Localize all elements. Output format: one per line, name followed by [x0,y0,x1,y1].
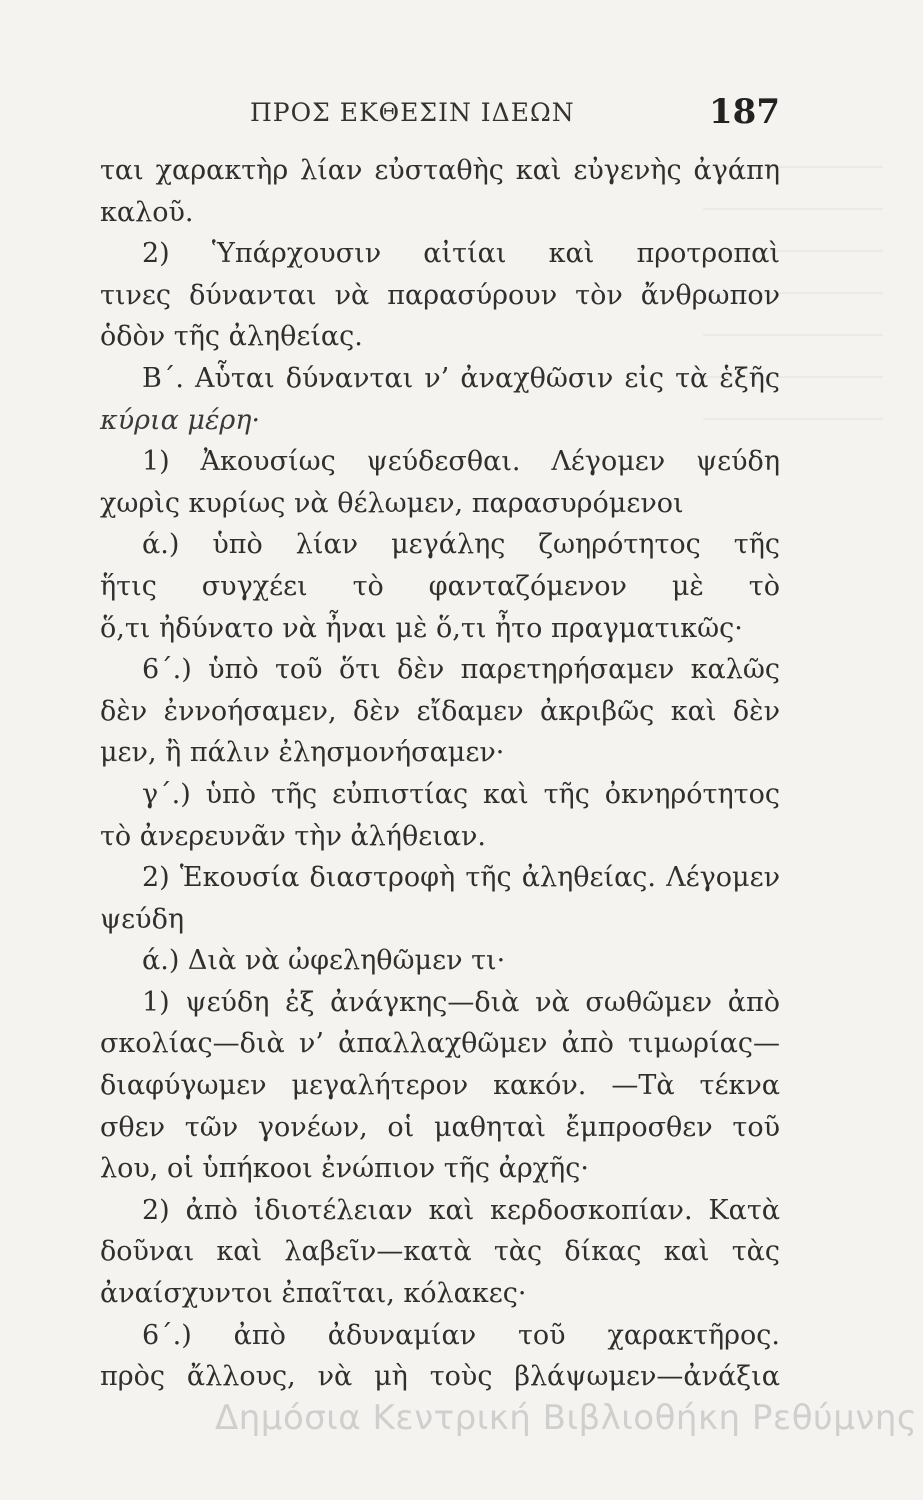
text-line: 1) Ἀκουσίως ψεύδεσθαι. Λέγομεν ψεύδη [142,446,780,478]
text-line: ἀναίσχυντοι ἐπαῖται, κόλακες· [100,1278,527,1310]
text-line: πρὸς ἄλλους, νὰ μὴ τοὺς βλάψωμεν—ἀνάξια [100,1361,780,1393]
text-line: δοῦναι καὶ λαβεῖν—κατὰ τὰς δίκας καὶ τὰς [100,1236,780,1268]
text-line: λου, οἱ ὑπήκοοι ἐνώπιον τῆς ἀρχῆς· [100,1153,589,1185]
page-number: 187 [709,92,780,132]
text-line: ὁδὸν τῆς ἀληθείας. [100,321,363,353]
text-line: Β΄. Αὗται δύνανται ν’ ἀναχθῶσιν εἰς τὰ ἑξῆς [142,362,780,394]
text-line: 2) Ὑπάρχουσιν αἰτίαι καὶ προτροπαὶ [142,238,780,270]
text-line: ά.) ὑπὸ λίαν μεγάλης ζωηρότητος τῆς [142,529,780,561]
text-line: 2) Ἑκουσία διαστροφὴ τῆς ἀληθείας. Λέγομεν [142,862,780,894]
library-watermark: Δημόσια Κεντρική Βιβλιοθήκη Ρεθύμνης [215,1398,918,1438]
text-line: καλοῦ. [100,196,194,228]
text-line: 6΄.) ἀπὸ ἀδυναμίαν τοῦ χαρακτῆρος. [142,1319,780,1351]
text-line: ψεύδη [100,903,185,935]
text-line: 1) ψεύδη ἐξ ἀνάγκης—διὰ νὰ σωθῶμεν ἀπὸ [142,986,780,1018]
running-title: ΠΡΟΣ ΕΚΘΕΣΙΝ ΙΔΕΩΝ [250,98,575,127]
text-line: κύρια μέρη· [100,404,261,436]
text-line: ται χαρακτὴρ λίαν εὐσταθὴς καὶ εὐγενὴς ἀγάπη [100,155,780,186]
body-text [100,150,780,1398]
text-line: τὸ ἀνερευνᾶν τὴν ἀλήθειαν. [100,820,487,852]
text-line: 6΄.) ὑπὸ τοῦ ὅτι δὲν παρετηρήσαμεν καλῶς [142,654,780,686]
text-line: διαφύγωμεν μεγαλήτερον κακόν. —Τὰ τέκνα [100,1070,780,1102]
text-line: ὅ,τι ἠδύνατο νὰ ἦναι μὲ ὅ,τι ἦτο πραγματικῶς· [100,612,743,644]
text-line: 2) ἀπὸ ἰδιοτέλειαν καὶ κερδοσκοπίαν. Κατὰ [142,1194,780,1226]
page-header [250,92,780,132]
text-line: μεν, ἢ πάλιν ἐλησμονήσαμεν· [100,737,505,769]
text-line: σθεν τῶν γονέων, οἱ μαθηταὶ ἔμπροσθεν τοῦ [100,1111,780,1143]
text-line: δὲν ἐννοήσαμεν, δὲν εἴδαμεν ἀκριβῶς καὶ δὲν [100,695,780,727]
text-line: ά.) Διὰ νὰ ὠφεληθῶμεν τι· [142,945,506,977]
text-line: γ΄.) ὑπὸ τῆς εὐπιστίας καὶ τῆς ὀκνηρότητος [142,778,780,810]
text-line: χωρὶς κυρίως νὰ θέλωμεν, παρασυρόμενοι [100,487,684,519]
text-line: σκολίας—διὰ ν’ ἀπαλλαχθῶμεν ἀπὸ τιμωρίας— [100,1028,780,1060]
text-line: ἥτις συγχέει τὸ φανταζόμενον μὲ τὸ [100,570,780,602]
text-line: τινες δύνανται νὰ παρασύρουν τὸν ἄνθρωπον [100,279,780,311]
